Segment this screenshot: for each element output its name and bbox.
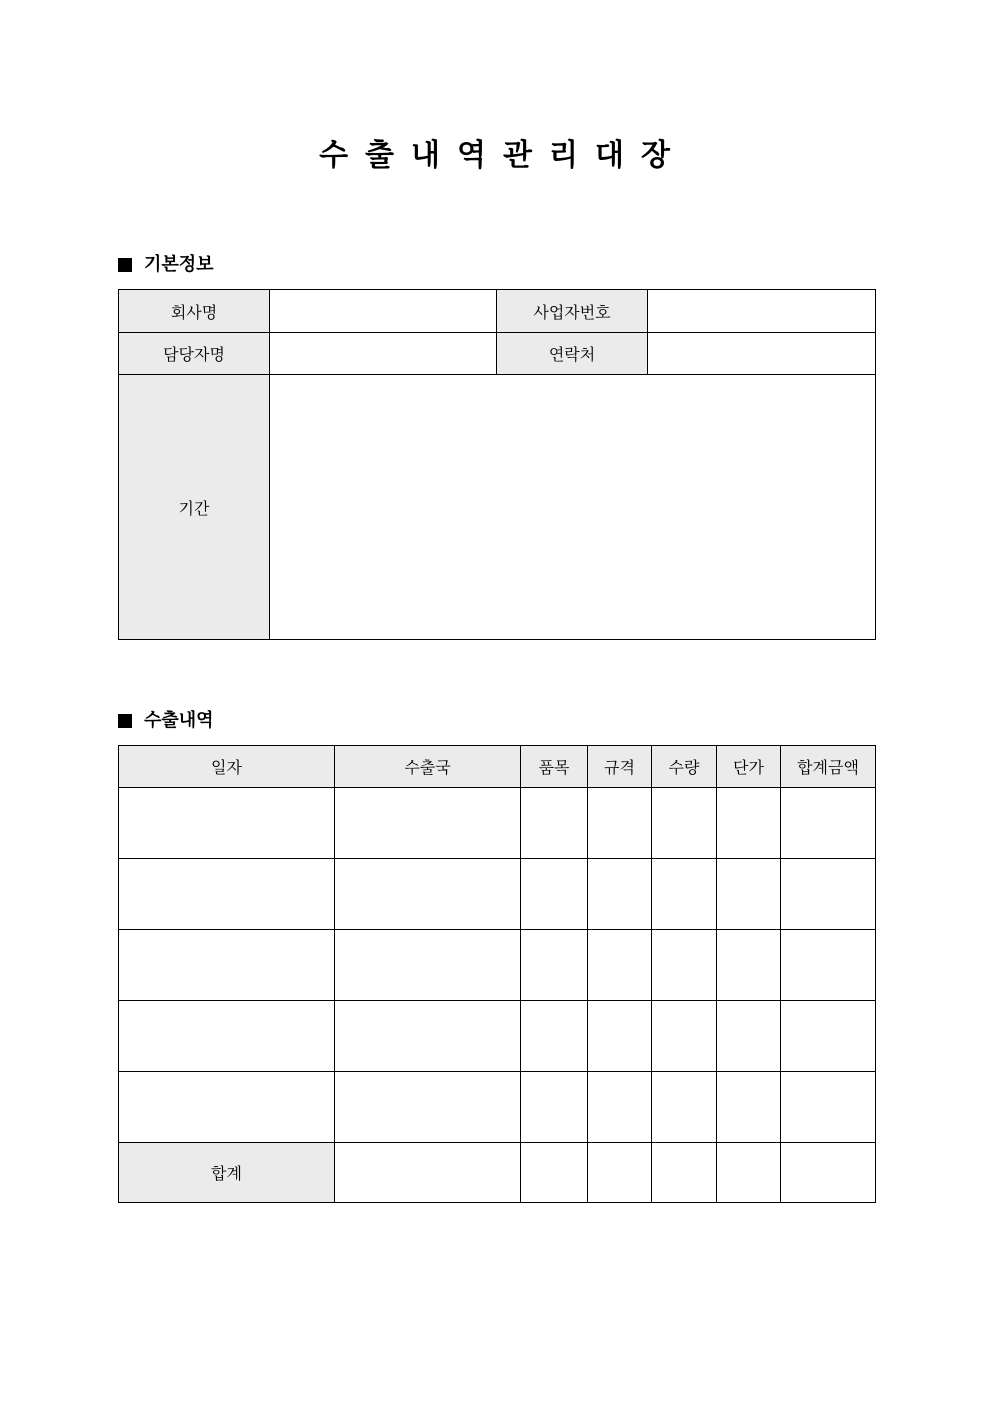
item-cell[interactable] (521, 1072, 588, 1143)
unit-price-cell[interactable] (717, 859, 781, 930)
info-row-company (119, 290, 876, 333)
column-header-total-amount: 합계금액 (781, 746, 876, 788)
date-cell[interactable] (119, 1001, 335, 1072)
column-header-country: 수출국 (335, 746, 521, 788)
section-heading-label: 기본정보 (144, 254, 214, 275)
table-row (119, 1001, 876, 1072)
period-label: 기간 (119, 375, 270, 640)
square-bullet-icon (118, 258, 132, 272)
column-header-spec: 규격 (588, 746, 652, 788)
total-amount-sum-cell[interactable] (781, 1143, 876, 1203)
item-cell[interactable] (521, 788, 588, 859)
column-header-date: 일자 (119, 746, 335, 788)
spec-cell[interactable] (588, 1001, 652, 1072)
quantity-cell[interactable] (652, 859, 717, 930)
column-header-quantity: 수량 (652, 746, 717, 788)
total-amount-cell[interactable] (781, 930, 876, 1001)
table-row (119, 859, 876, 930)
info-row-period (119, 375, 876, 640)
section-heading-export-history (118, 709, 214, 733)
contact-field[interactable] (648, 333, 876, 375)
quantity-cell[interactable] (652, 788, 717, 859)
business-number-label: 사업자번호 (497, 290, 648, 333)
manager-name-label: 담당자명 (119, 333, 270, 375)
column-header-item: 품목 (521, 746, 588, 788)
unit-price-cell[interactable] (717, 788, 781, 859)
info-row-manager (119, 333, 876, 375)
country-cell[interactable] (335, 788, 521, 859)
quantity-cell[interactable] (652, 1001, 717, 1072)
item-cell[interactable] (521, 859, 588, 930)
total-quantity-cell[interactable] (652, 1143, 717, 1203)
total-amount-cell[interactable] (781, 1001, 876, 1072)
total-amount-cell[interactable] (781, 1072, 876, 1143)
date-cell[interactable] (119, 788, 335, 859)
table-row (119, 930, 876, 1001)
date-cell[interactable] (119, 930, 335, 1001)
table-header-row (119, 746, 876, 788)
table-row (119, 1072, 876, 1143)
section-heading-label: 수출내역 (144, 710, 214, 731)
manager-name-field[interactable] (270, 333, 497, 375)
export-history-table (118, 745, 876, 1203)
country-cell[interactable] (335, 1072, 521, 1143)
spec-cell[interactable] (588, 788, 652, 859)
column-header-unit-price: 단가 (717, 746, 781, 788)
total-spec-cell[interactable] (588, 1143, 652, 1203)
date-cell[interactable] (119, 859, 335, 930)
total-amount-cell[interactable] (781, 788, 876, 859)
total-amount-cell[interactable] (781, 859, 876, 930)
total-country-cell[interactable] (335, 1143, 521, 1203)
country-cell[interactable] (335, 1001, 521, 1072)
item-cell[interactable] (521, 930, 588, 1001)
total-item-cell[interactable] (521, 1143, 588, 1203)
basic-info-table (118, 289, 876, 640)
country-cell[interactable] (335, 930, 521, 1001)
company-name-field[interactable] (270, 290, 497, 333)
unit-price-cell[interactable] (717, 930, 781, 1001)
unit-price-cell[interactable] (717, 1001, 781, 1072)
quantity-cell[interactable] (652, 1072, 717, 1143)
spec-cell[interactable] (588, 859, 652, 930)
spec-cell[interactable] (588, 930, 652, 1001)
total-label: 합계 (119, 1143, 335, 1203)
table-row (119, 788, 876, 859)
date-cell[interactable] (119, 1072, 335, 1143)
company-name-label: 회사명 (119, 290, 270, 333)
contact-label: 연락처 (497, 333, 648, 375)
period-field[interactable] (270, 375, 876, 640)
total-unit-price-cell[interactable] (717, 1143, 781, 1203)
item-cell[interactable] (521, 1001, 588, 1072)
country-cell[interactable] (335, 859, 521, 930)
unit-price-cell[interactable] (717, 1072, 781, 1143)
total-row (119, 1143, 876, 1203)
square-bullet-icon (118, 714, 132, 728)
page-title: 수출내역관리대장 (319, 138, 687, 173)
spec-cell[interactable] (588, 1072, 652, 1143)
business-number-field[interactable] (648, 290, 876, 333)
section-heading-basic-info (118, 253, 214, 277)
quantity-cell[interactable] (652, 930, 717, 1001)
